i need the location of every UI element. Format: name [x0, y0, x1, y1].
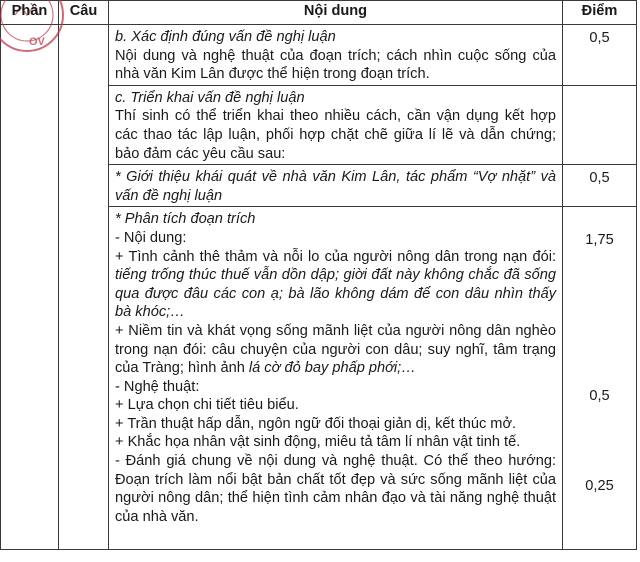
part-cell [1, 25, 59, 550]
art-point-3: + Khắc họa nhân vật sinh động, miêu tả tâm lí nhân vật tinh tế. [115, 434, 521, 451]
identify-issue-score: 0,5 [589, 30, 610, 46]
develop-issue-score-cell [563, 85, 637, 164]
identify-issue-body: Nội dung và nghệ thuật của đoạn trích; cách nhìn cuộc sống của nhà văn Kim Lân được thể hiện trong đoạn trích. [115, 47, 556, 83]
content-point-2 [115, 322, 556, 378]
content-point-1-quote: tiếng trống thúc thuế vẫn dồn dập; giời đất này không chắc đã sống qua được đâu các con ạ; bà lão không dám để con dâu nhìn thấy bà khóc;… [115, 267, 556, 321]
art-label: - Nghệ thuật: [115, 378, 200, 395]
develop-issue-title: c. Triển khai vấn đề nghị luận [115, 89, 305, 106]
content-point-2-quote: lá cờ đỏ bay phấp phới;… [248, 360, 416, 377]
header-question: Câu [59, 1, 109, 25]
analysis-score-cell [563, 207, 637, 550]
content-score: 1,75 [585, 232, 614, 249]
header-row [1, 1, 637, 25]
analysis-cell [109, 207, 563, 550]
row-identify-issue [1, 25, 637, 86]
art-point-2: + Trần thuật hấp dẫn, ngôn ngữ đối thoại giản dị, kết thúc mở. [115, 415, 517, 432]
analysis-title: * Phân tích đoạn trích [115, 211, 256, 228]
art-score: 0,5 [589, 388, 610, 405]
svg-text:OV: OV [29, 36, 45, 48]
content-label: - Nội dung: [115, 229, 187, 246]
content-point-1-lead: + Tình cảnh thê thảm và nỗi lo của người nông dân trong nạn đói: [115, 248, 556, 265]
identify-issue-score-cell [563, 25, 637, 86]
art-point-1: + Lựa chọn chi tiết tiêu biểu. [115, 397, 299, 414]
content-point-1 [115, 248, 556, 322]
general-evaluation: - Đánh giá chung về nội dung và nghệ thuật. Có thể theo hướng: Đoạn trích làm nổi bật bản chất tốt đẹp và sức sống mãnh liệt của người nông dân; thể hiện tình cảm nhân đạo và tài năng nghệ thuật của nhà văn. [115, 453, 556, 525]
question-cell [59, 25, 109, 550]
identify-issue-cell [109, 25, 563, 86]
general-score: 0,25 [585, 478, 614, 495]
introduction-score: 0,5 [589, 170, 610, 187]
header-score: Điểm [563, 1, 637, 25]
develop-issue-cell [109, 85, 563, 164]
header-part: OV Phần [1, 1, 59, 25]
introduction-score-cell [563, 165, 637, 207]
introduction-text: * Giới thiệu khái quát về nhà văn Kim Lân, tác phẩm “Vợ nhặt” và vấn đề nghị luận [115, 169, 556, 204]
identify-issue-title: b. Xác định đúng vấn đề nghị luận [115, 29, 336, 45]
header-content: Nội dung [109, 1, 563, 25]
develop-issue-body: Thí sinh có thể triển khai theo nhiều cách, cần vận dụng kết hợp các thao tác lập luận, phối hợp chặt chẽ giữa lí lẽ và dẫn chứng; bảo đảm các yêu cầu sau: [115, 108, 556, 162]
content-point-2-lead: + Niềm tin và khát vọng sống mãnh liệt của người nông dân nghèo trong nạn đói: câu chuyện của người con dâu; suy nghĩ, tâm trạng của Tràng; hình ảnh [115, 322, 556, 377]
introduction-cell [109, 165, 563, 207]
